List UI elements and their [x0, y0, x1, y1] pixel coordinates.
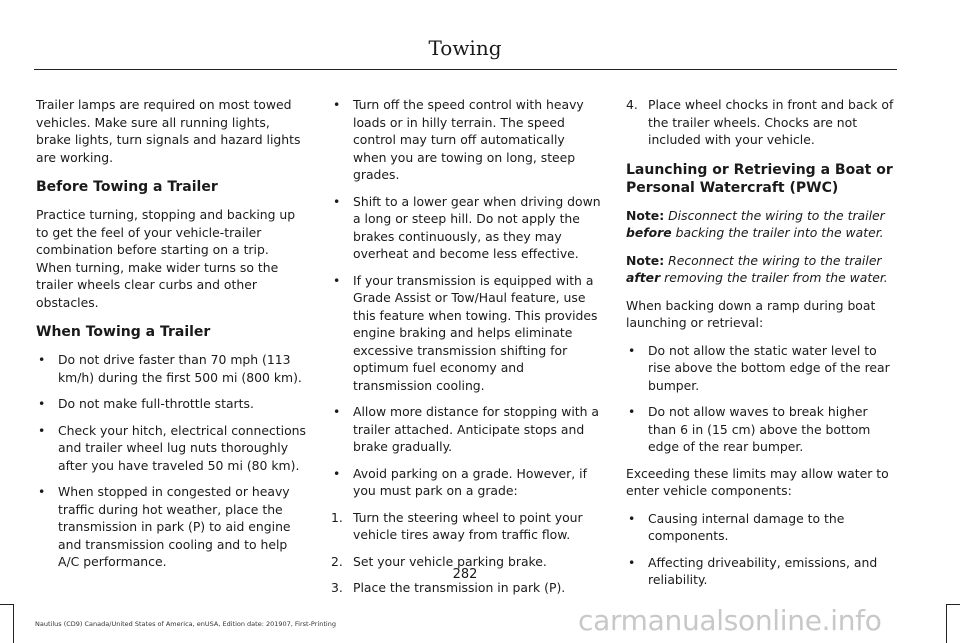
section-heading-when-towing: When Towing a Trailer: [36, 324, 211, 340]
crop-mark-left: [13, 604, 14, 643]
list-item: • Do not allow the static water level to rise above the bottom edge of the rear bumper.: [628, 342, 890, 393]
towing-tips-list: [331, 96, 601, 500]
step-number: 4.: [626, 97, 638, 112]
column-1: [36, 96, 306, 580]
crop-mark-right: [946, 604, 947, 643]
crop-mark-right-h: [946, 604, 960, 605]
step-item: 3. Place the transmission in park (P).: [331, 580, 566, 595]
bullet-icon: •: [38, 396, 46, 411]
step-number: 1.: [331, 509, 343, 525]
column-3: [626, 96, 896, 598]
bullet-icon: •: [628, 342, 636, 358]
column-2: [331, 96, 601, 606]
parking-steps-continued: [626, 96, 896, 149]
step-number: 3.: [331, 580, 343, 595]
before-towing-paragraph: Practice turning, stopping and backing up to get the feel of your vehicle-trailer combination before starting on a trip. When turning, make wider turns so the trailer wheels clear curbs and other obstacles.: [36, 207, 296, 310]
bullet-icon: •: [333, 404, 341, 419]
list-item: • If your transmission is equipped with a Grade Assist or Tow/Haul feature, use this feature when towing. This provides engine braking and helps eliminate excessive transmission shifting for optimum fuel economy and transmission cooling.: [333, 272, 598, 393]
bullet-icon: •: [628, 510, 636, 526]
step-item: 1. Turn the steering wheel to point your vehicle tires away from traffic flow.: [331, 509, 583, 542]
intro-paragraph: Trailer lamps are required on most towed vehicles. Make sure all running lights, brake lights, turn signals and hazard lights are working.: [36, 97, 301, 165]
page-number: 282: [452, 567, 478, 582]
list-item: • Check your hitch, electrical connections and trailer wheel lug nuts thoroughly after you have traveled 50 mi (80 km).: [38, 422, 306, 473]
step-item: 4. Place wheel chocks in front and back of the trailer wheels. Chocks are not included with your vehicle.: [626, 97, 894, 147]
edition-footer: Nautilus (CD9) Canada/United States of America, enUSA, Edition date: 201907, First-Printing: [35, 620, 336, 628]
list-item: • Causing internal damage to the components.: [628, 510, 845, 543]
crop-mark-left-h: [0, 604, 14, 605]
note-reconnect: Note: Reconnect the wiring to the trailer after removing the trailer from the water.: [626, 252, 888, 285]
bullet-icon: •: [333, 465, 341, 481]
parking-steps-list: [331, 509, 601, 597]
note-disconnect: Note: Disconnect the wiring to the trailer before backing the trailer into the water.: [626, 207, 885, 240]
bullet-icon: •: [38, 422, 46, 438]
bullet-icon: •: [38, 484, 46, 499]
list-item: • Allow more distance for stopping with a trailer attached. Anticipate stops and brake gradually.: [333, 404, 600, 454]
page-title: Towing: [428, 36, 502, 60]
ramp-paragraph: When backing down a ramp during boat launching or retrieval:: [626, 297, 876, 330]
bullet-icon: •: [333, 97, 341, 112]
exceed-paragraph: Exceeding these limits may allow water to enter vehicle components:: [626, 465, 889, 498]
section-heading-boat-launch: Launching or Retrieving a Boat or Personal Watercraft (PWC): [626, 161, 893, 196]
bullet-icon: •: [333, 272, 341, 288]
bullet-icon: •: [38, 352, 46, 367]
ramp-list: [626, 342, 896, 456]
list-item: • Affecting driveability, emissions, and reliability.: [628, 554, 878, 587]
header-divider: [34, 69, 897, 70]
list-item: • Turn off the speed control with heavy loads or in hilly terrain. The speed control may turn off automatically when you are towing on long, steep grades.: [333, 97, 584, 182]
bullet-icon: •: [628, 404, 636, 419]
list-item: • Avoid parking on a grade. However, if you must park on a grade:: [333, 465, 587, 498]
list-item: • Do not make full-throttle starts.: [38, 396, 254, 411]
list-item: • Do not drive faster than 70 mph (113 km/h) during the first 500 mi (800 km).: [38, 352, 302, 385]
bullet-icon: •: [628, 554, 636, 570]
list-item: • Shift to a lower gear when driving down a long or steep hill. Do not apply the brakes continuously, as they may overheat and become less effective.: [333, 193, 601, 261]
step-number: 2.: [331, 553, 343, 569]
step-item: 2. Set your vehicle parking brake.: [331, 553, 547, 569]
list-item: • Do not allow waves to break higher than 6 in (15 cm) above the bottom edge of the rear bumper.: [628, 404, 871, 454]
bullet-icon: •: [333, 193, 341, 209]
watermark-text: carmanualsonline.info: [578, 604, 882, 637]
list-item: • When stopped in congested or heavy traffic during hot weather, place the transmission in park (P) to aid engine and transmission cooling and to help A/C performance.: [38, 484, 291, 569]
section-heading-before-towing: Before Towing a Trailer: [36, 179, 218, 195]
when-towing-list: [36, 351, 306, 571]
